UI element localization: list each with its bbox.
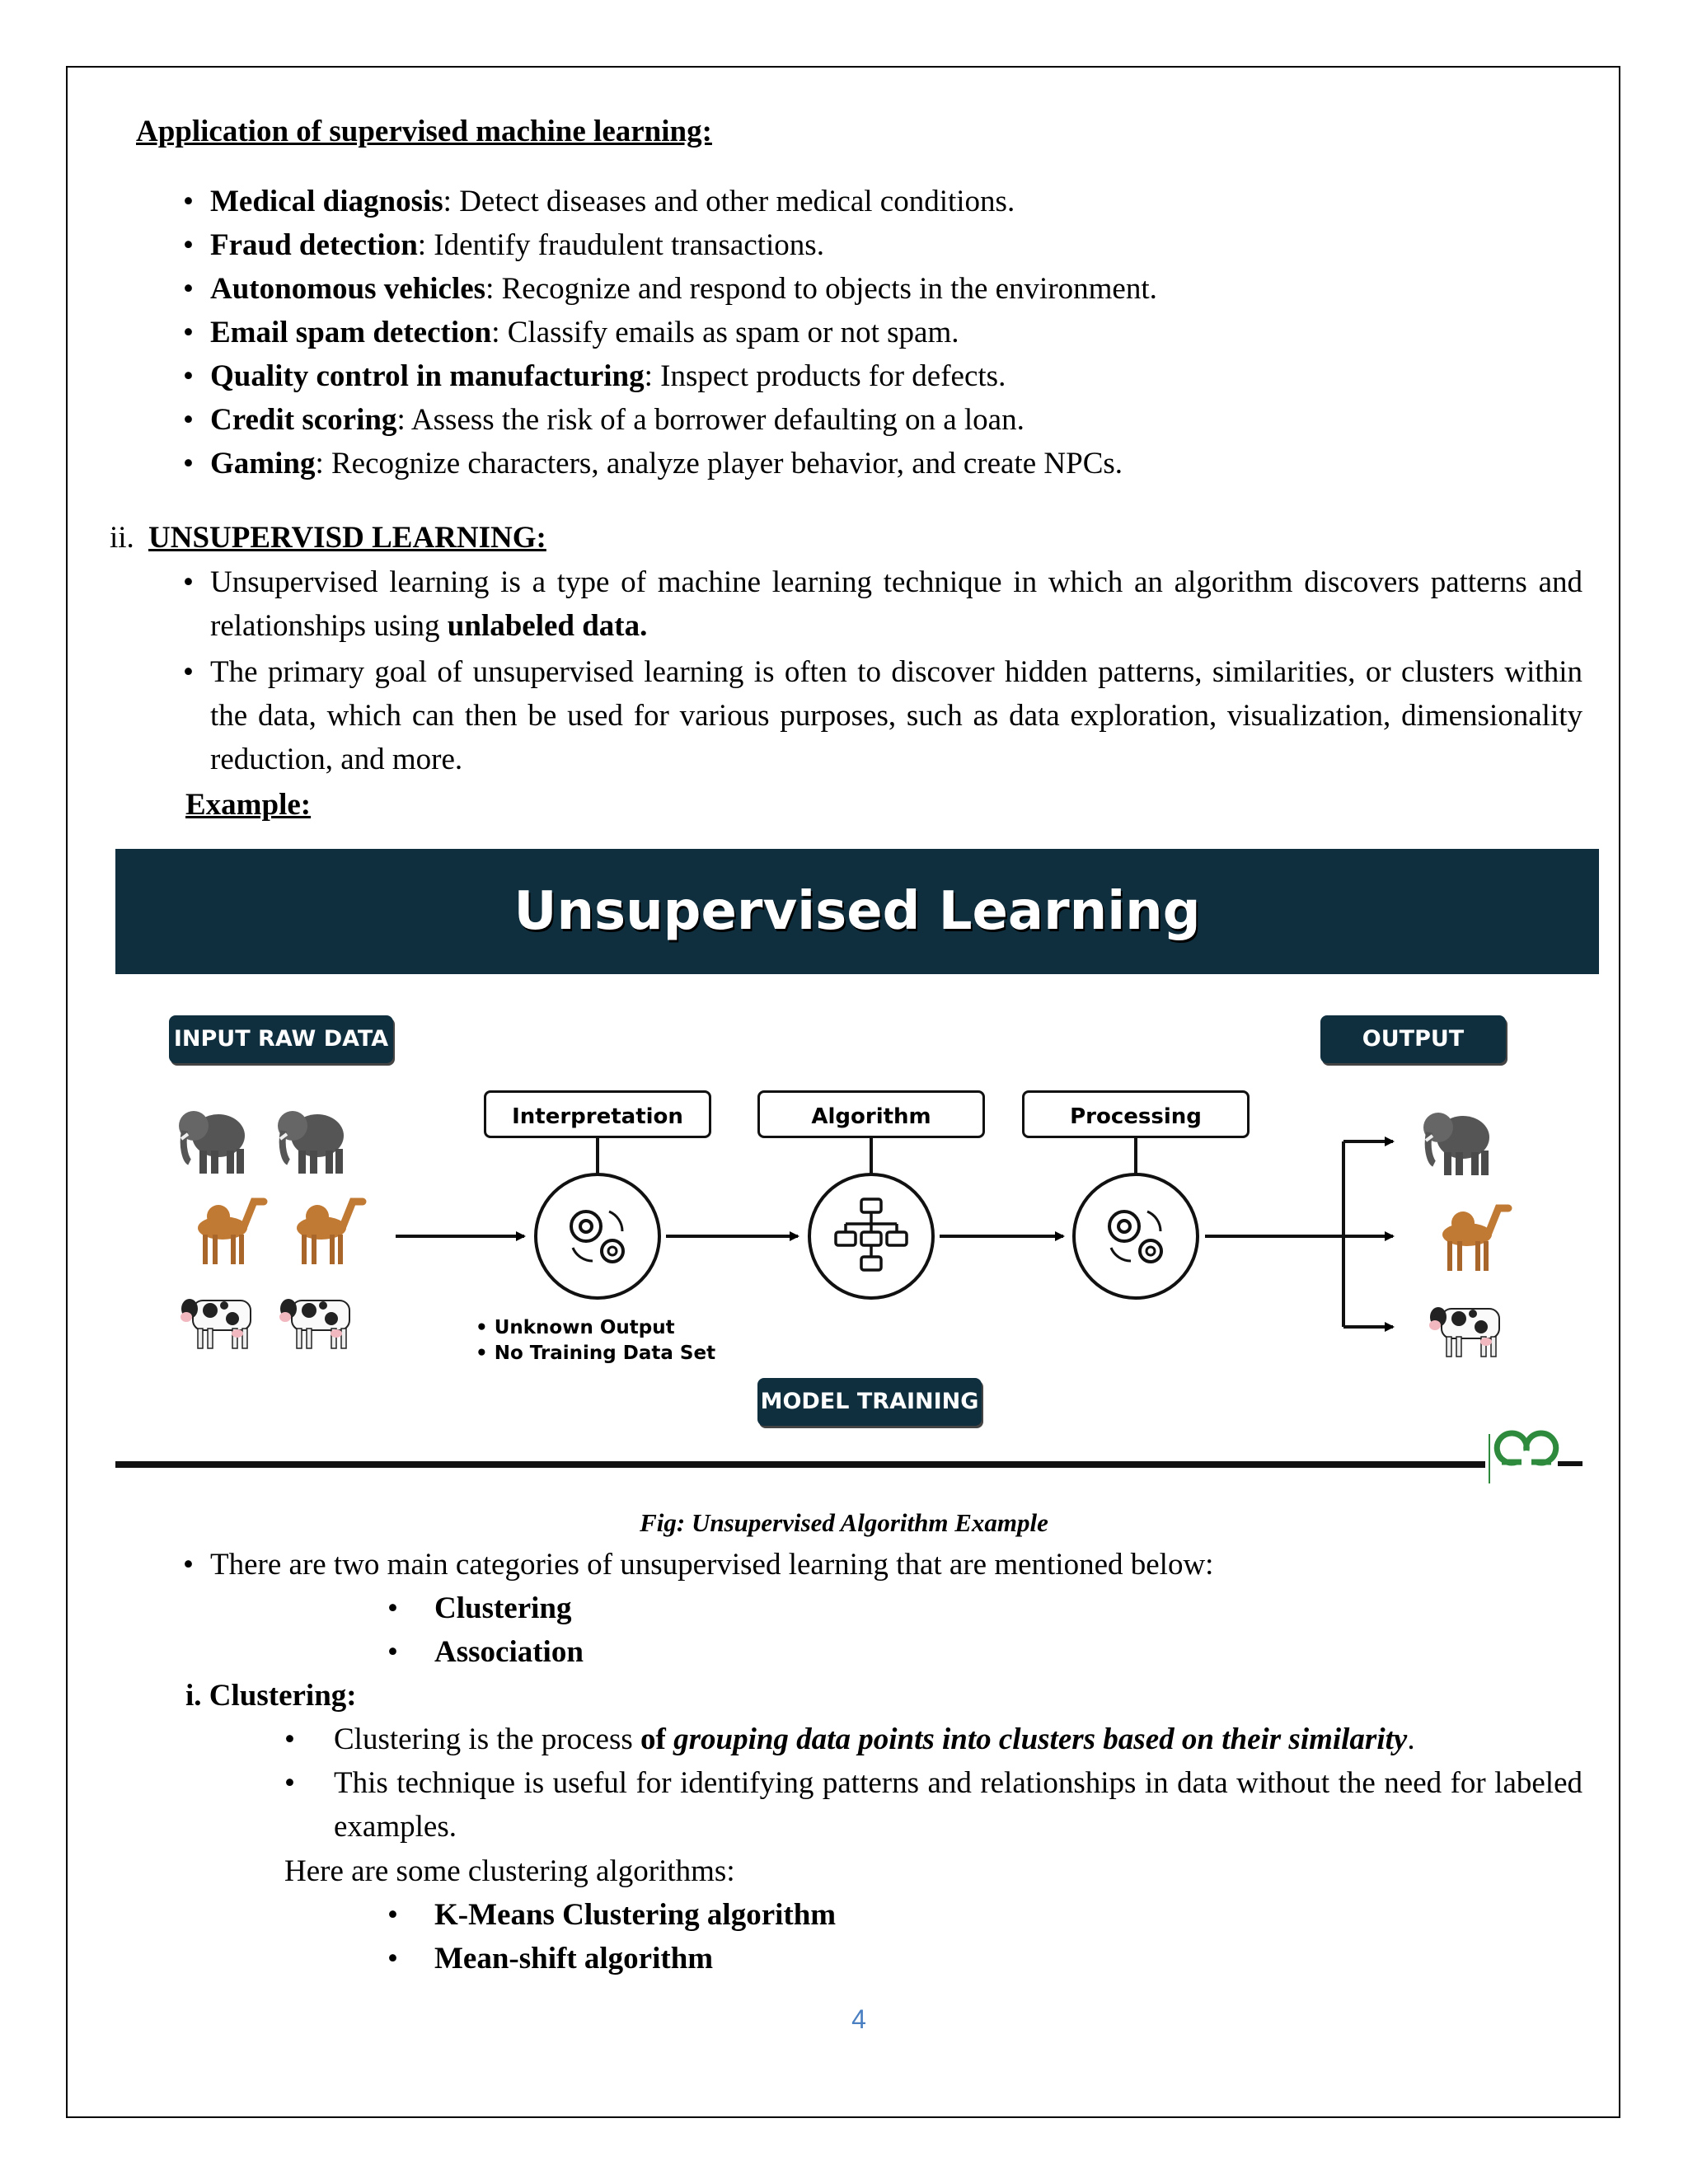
- step-processing: Processing: [1022, 1090, 1250, 1138]
- bullet: •: [183, 565, 194, 599]
- output-tag: OUTPUT: [1320, 1015, 1506, 1063]
- section-numeral: ii.: [110, 521, 134, 555]
- elephant-icon: [1423, 1113, 1489, 1175]
- cow-icon: [181, 1299, 251, 1348]
- camel-icon: [1442, 1208, 1508, 1271]
- clustering-usefulness: This technique is useful for identifying patterns and relationships in data without the need for labeled examples.: [334, 1766, 1582, 1844]
- bullet: •: [284, 1722, 295, 1756]
- list-item: Medical diagnosis: Detect diseases and other medical conditions.: [210, 185, 1015, 218]
- camel-icon: [297, 1202, 363, 1264]
- camel-icon: [198, 1202, 264, 1264]
- figure-notes: [476, 1315, 715, 1366]
- bullet: •: [183, 228, 194, 262]
- figure-title: Unsupervised Learning: [513, 881, 1201, 942]
- bullet: •: [183, 447, 194, 480]
- model-training-tag: MODEL TRAINING: [757, 1378, 982, 1426]
- algorithms-intro: Here are some clustering algorithms:: [284, 1854, 735, 1888]
- algorithm-meanshift: Mean-shift algorithm: [434, 1942, 714, 1975]
- category-clustering: Clustering: [434, 1591, 572, 1625]
- gfg-logo-icon: [1497, 1433, 1555, 1463]
- category-association: Association: [434, 1635, 584, 1669]
- supervised-apps-heading: Application of supervised machine learning:: [136, 115, 712, 148]
- bullet: •: [183, 359, 194, 393]
- categories-intro: There are two main categories of unsupervised learning that are mentioned below:: [210, 1548, 1214, 1582]
- bullet: •: [387, 1591, 398, 1625]
- list-item: Autonomous vehicles: Recognize and respond to objects in the environment.: [210, 272, 1157, 306]
- unsupervised-definition: Unsupervised learning is a type of machine learning technique in which an algorithm discovers patterns and relationships using unlabeled data.: [210, 565, 1582, 643]
- elephant-icon: [179, 1111, 245, 1174]
- clustering-definition: Clustering is the process of grouping data points into clusters based on their similarity.: [334, 1722, 1415, 1756]
- step-algorithm: Algorithm: [757, 1090, 985, 1138]
- bullet: •: [284, 1766, 295, 1800]
- cow-icon: [279, 1299, 349, 1348]
- unsupervised-heading: UNSUPERVISD LEARNING:: [148, 521, 546, 555]
- list-item: Credit scoring: Assess the risk of a borrower defaulting on a loan.: [210, 403, 1025, 437]
- bullet: •: [387, 1635, 398, 1669]
- input-raw-data-tag: INPUT RAW DATA: [169, 1015, 393, 1063]
- list-item: Quality control in manufacturing: Inspect products for defects.: [210, 359, 1006, 393]
- bullet: •: [387, 1942, 398, 1975]
- algorithm-kmeans: K-Means Clustering algorithm: [434, 1898, 837, 1932]
- bullet: •: [183, 655, 194, 689]
- bullet: •: [183, 185, 194, 218]
- figure-rule: [115, 1461, 1485, 1468]
- bullet: •: [183, 403, 194, 437]
- bullet: •: [183, 1548, 194, 1582]
- page-number: 4: [851, 2004, 866, 2034]
- elephant-icon: [278, 1111, 344, 1174]
- unsupervised-learning-figure: [115, 849, 1599, 1492]
- list-item: Fraud detection: Identify fraudulent transactions.: [210, 228, 824, 262]
- list-item: Gaming: Recognize characters, analyze player behavior, and create NPCs.: [210, 447, 1123, 480]
- note-unknown-output: • Unknown Output: [476, 1317, 675, 1338]
- bullet: •: [387, 1898, 398, 1932]
- cow-icon: [1429, 1307, 1499, 1357]
- clustering-heading: i. Clustering:: [185, 1679, 357, 1713]
- figure-caption: Fig: Unsupervised Algorithm Example: [640, 1508, 1048, 1537]
- note-no-training-data: • No Training Data Set: [476, 1343, 716, 1364]
- example-label: Example:: [185, 788, 312, 822]
- unsupervised-goal: The primary goal of unsupervised learning is often to discover hidden patterns, similarities, or clusters within the data, which can then be used for various purposes, such as data exploration, visualization, dimensionality reduction, and more.: [210, 655, 1582, 776]
- list-item: Email spam detection: Classify emails as spam or not spam.: [210, 316, 959, 349]
- step-interpretation: Interpretation: [484, 1090, 711, 1138]
- algorithm-circle: [809, 1174, 933, 1298]
- bullet: •: [183, 272, 194, 306]
- bullet: •: [183, 316, 194, 349]
